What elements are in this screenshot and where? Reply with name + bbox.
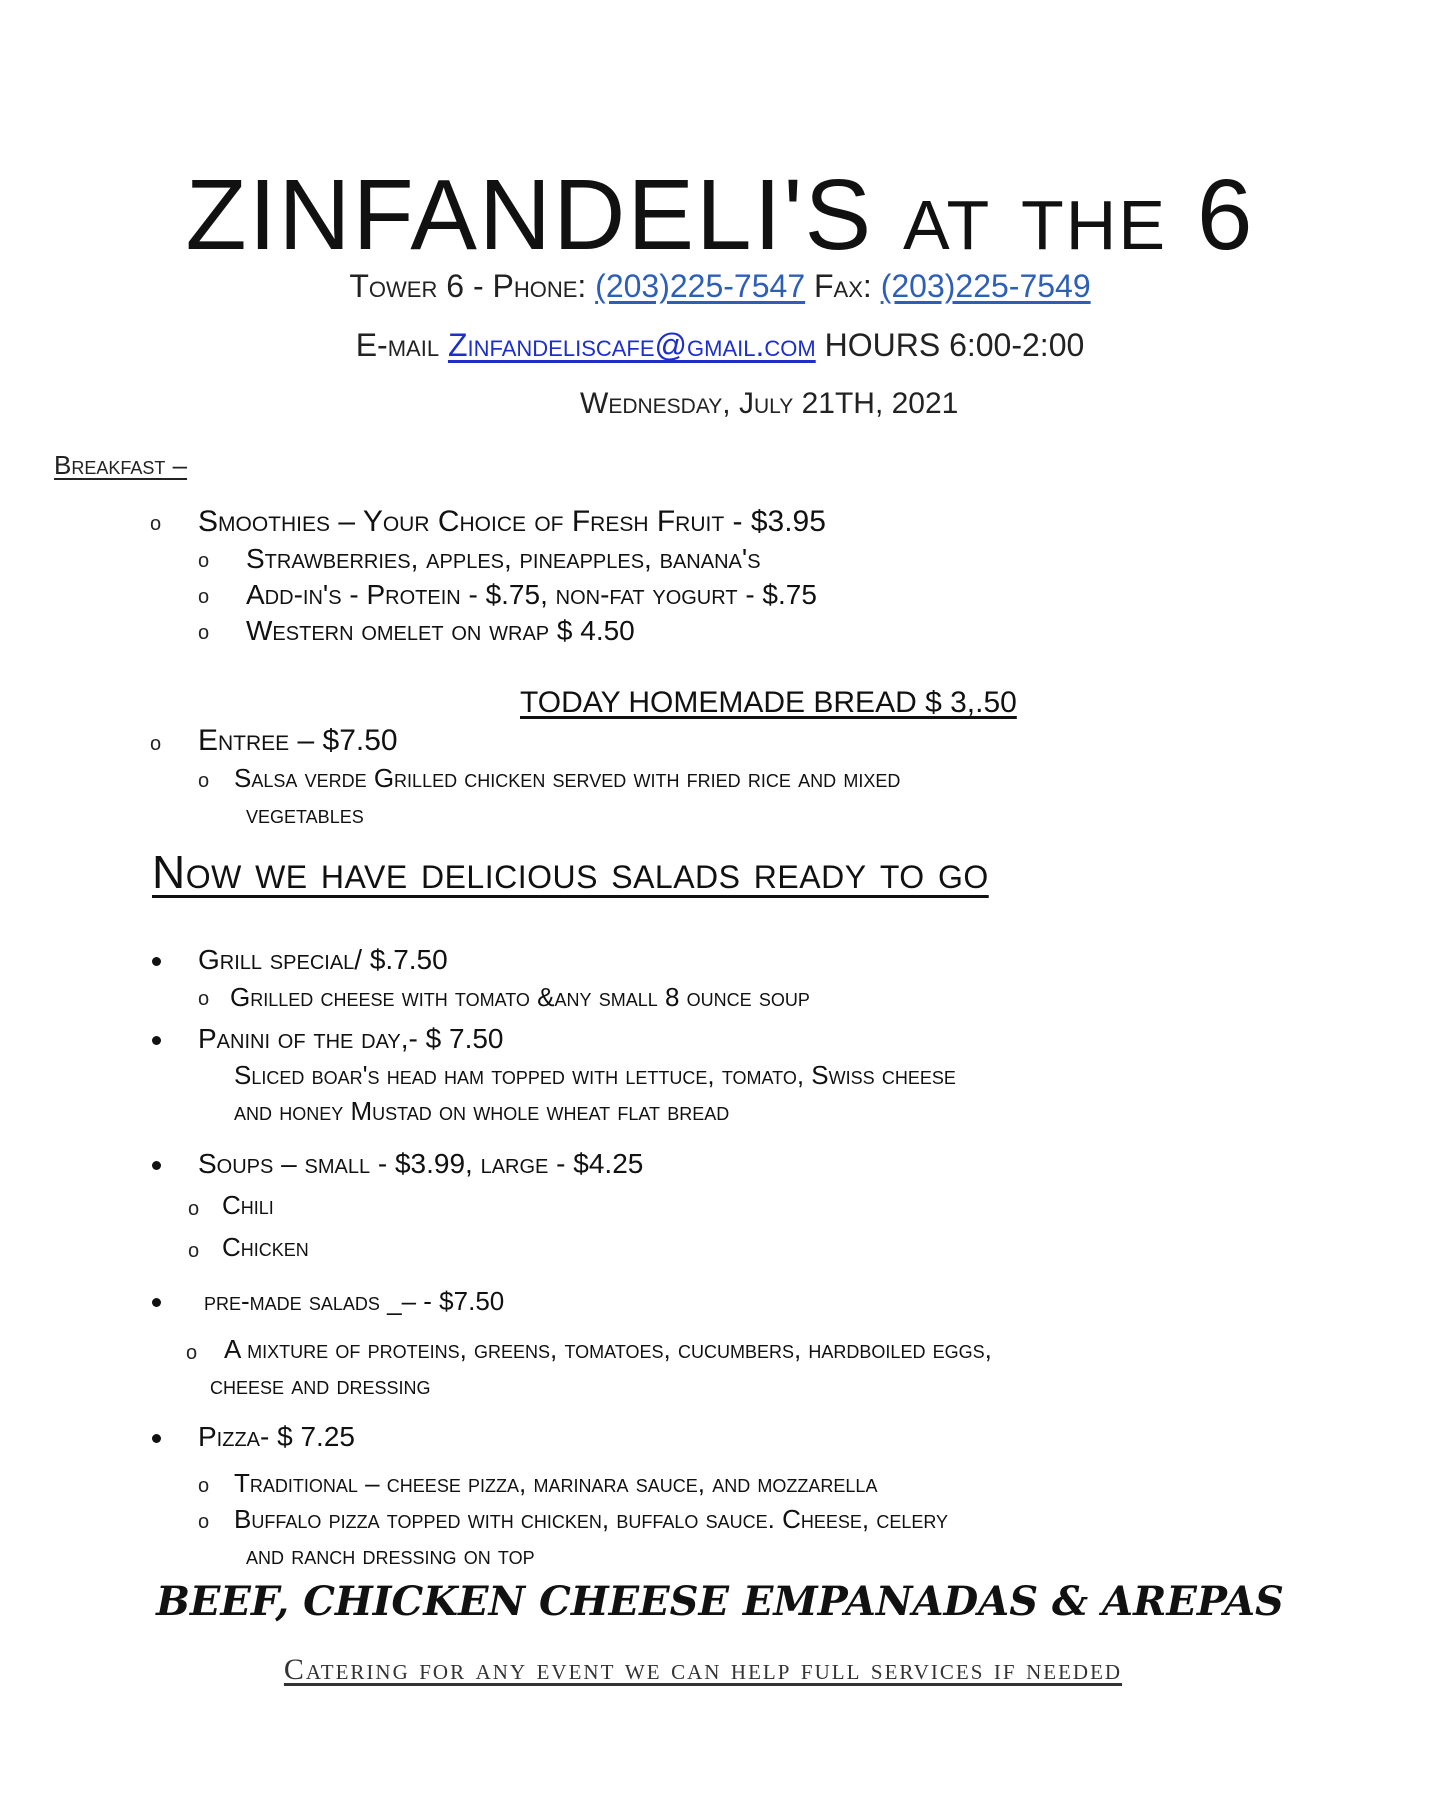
breakfast-heading: Breakfast – <box>54 450 188 480</box>
entree-desc-line2: vegetables <box>246 799 364 829</box>
grill-special-desc: Grilled cheese with tomato &any small 8 ounce soup <box>230 982 810 1012</box>
fax-label: Fax: <box>805 268 881 304</box>
circle-bullet-icon: o <box>186 1342 198 1364</box>
circle-bullet-icon: o <box>198 1511 210 1533</box>
catering-notice: Catering for any event we can help full services if needed <box>283 1653 1123 1686</box>
homemade-bread: TODAY HOMEMADE BREAD $ 3,.50 <box>520 686 1017 719</box>
soups-label: Soups – small - $3.99, large - $4.25 <box>198 1148 644 1179</box>
bullet-dot-icon <box>152 1298 161 1307</box>
pizza-buffalo-line1: Buffalo pizza topped with chicken, buffalo sauce. Cheese, celery <box>234 1504 949 1534</box>
circle-bullet-icon: o <box>198 988 210 1010</box>
email-link[interactable]: Zinfandeliscafe@gmail.com <box>447 327 816 363</box>
circle-bullet-icon: o <box>198 622 210 644</box>
pizza-traditional: Traditional – cheese pizza, marinara sauce, and mozzarella <box>234 1468 878 1498</box>
salads-banner: Now we have delicious salads ready to go <box>152 846 989 898</box>
email-line <box>0 327 1440 364</box>
pizza-label: Pizza- $ 7.25 <box>198 1421 355 1452</box>
premade-salads-label: pre-made salads _– - $7.50 <box>204 1286 505 1316</box>
panini-label: Panini of the day,- $ 7.50 <box>198 1023 504 1054</box>
salads-desc-line2: cheese and dressing <box>210 1370 431 1400</box>
contact-line <box>0 268 1440 305</box>
soup-item-chicken: Chicken <box>222 1232 309 1262</box>
panini-desc-line1: Sliced boar's head ham topped with lettuce, tomato, Swiss cheese <box>234 1060 956 1090</box>
addins-item: Add-in's - Protein - $.75, non-fat yogurt - $.75 <box>246 579 817 610</box>
bullet-dot-icon <box>152 957 161 966</box>
entree-desc-line1: Salsa verde Grilled chicken served with fried rice and mixed <box>234 763 901 793</box>
grill-special-label: Grill special/ $.7.50 <box>198 944 448 975</box>
phone-link[interactable]: (203)225-7547 <box>595 268 806 304</box>
circle-bullet-icon: o <box>188 1240 200 1262</box>
email-label: E-mail <box>355 327 448 363</box>
entree-label: Entree – $7.50 <box>198 724 398 757</box>
menu-date: Wednesday, July 21TH, 2021 <box>580 387 959 420</box>
empanadas-arepas: BEEF, CHICKEN CHEESE EMPANADAS & AREPAS <box>156 1578 1284 1625</box>
circle-bullet-icon: o <box>198 1475 210 1497</box>
fax-link[interactable]: (203)225-7549 <box>880 268 1091 304</box>
circle-bullet-icon: o <box>198 550 210 572</box>
bullet-dot-icon <box>152 1036 161 1045</box>
title-main: ZINFANDELI'S <box>185 159 874 271</box>
circle-bullet-icon: o <box>198 770 210 792</box>
fruits-item: Strawberries, apples, pineapples, banana's <box>246 543 761 574</box>
bullet-dot-icon <box>152 1161 161 1170</box>
page-title <box>0 158 1440 273</box>
soup-item-chili: Chili <box>222 1190 274 1220</box>
smoothies-item: Smoothies – Your Choice of Fresh Fruit - $3.95 <box>198 505 826 538</box>
circle-bullet-icon: o <box>150 513 162 535</box>
bullet-dot-icon <box>152 1434 161 1443</box>
circle-bullet-icon: o <box>188 1198 200 1220</box>
hours: HOURS 6:00-2:00 <box>815 327 1085 363</box>
pizza-buffalo-line2: and ranch dressing on top <box>246 1540 535 1570</box>
panini-desc-line2: and honey Mustad on whole wheat flat bread <box>234 1096 730 1126</box>
circle-bullet-icon: o <box>150 733 162 755</box>
omelet-item: Western omelet on wrap $ 4.50 <box>246 615 635 646</box>
circle-bullet-icon: o <box>198 586 210 608</box>
title-rest: at the 6 <box>903 159 1255 271</box>
tower-phone-label: Tower 6 - Phone: <box>349 268 596 304</box>
salads-desc-line1: A mixture of proteins, greens, tomatoes, cucumbers, hardboiled eggs, <box>224 1334 992 1364</box>
